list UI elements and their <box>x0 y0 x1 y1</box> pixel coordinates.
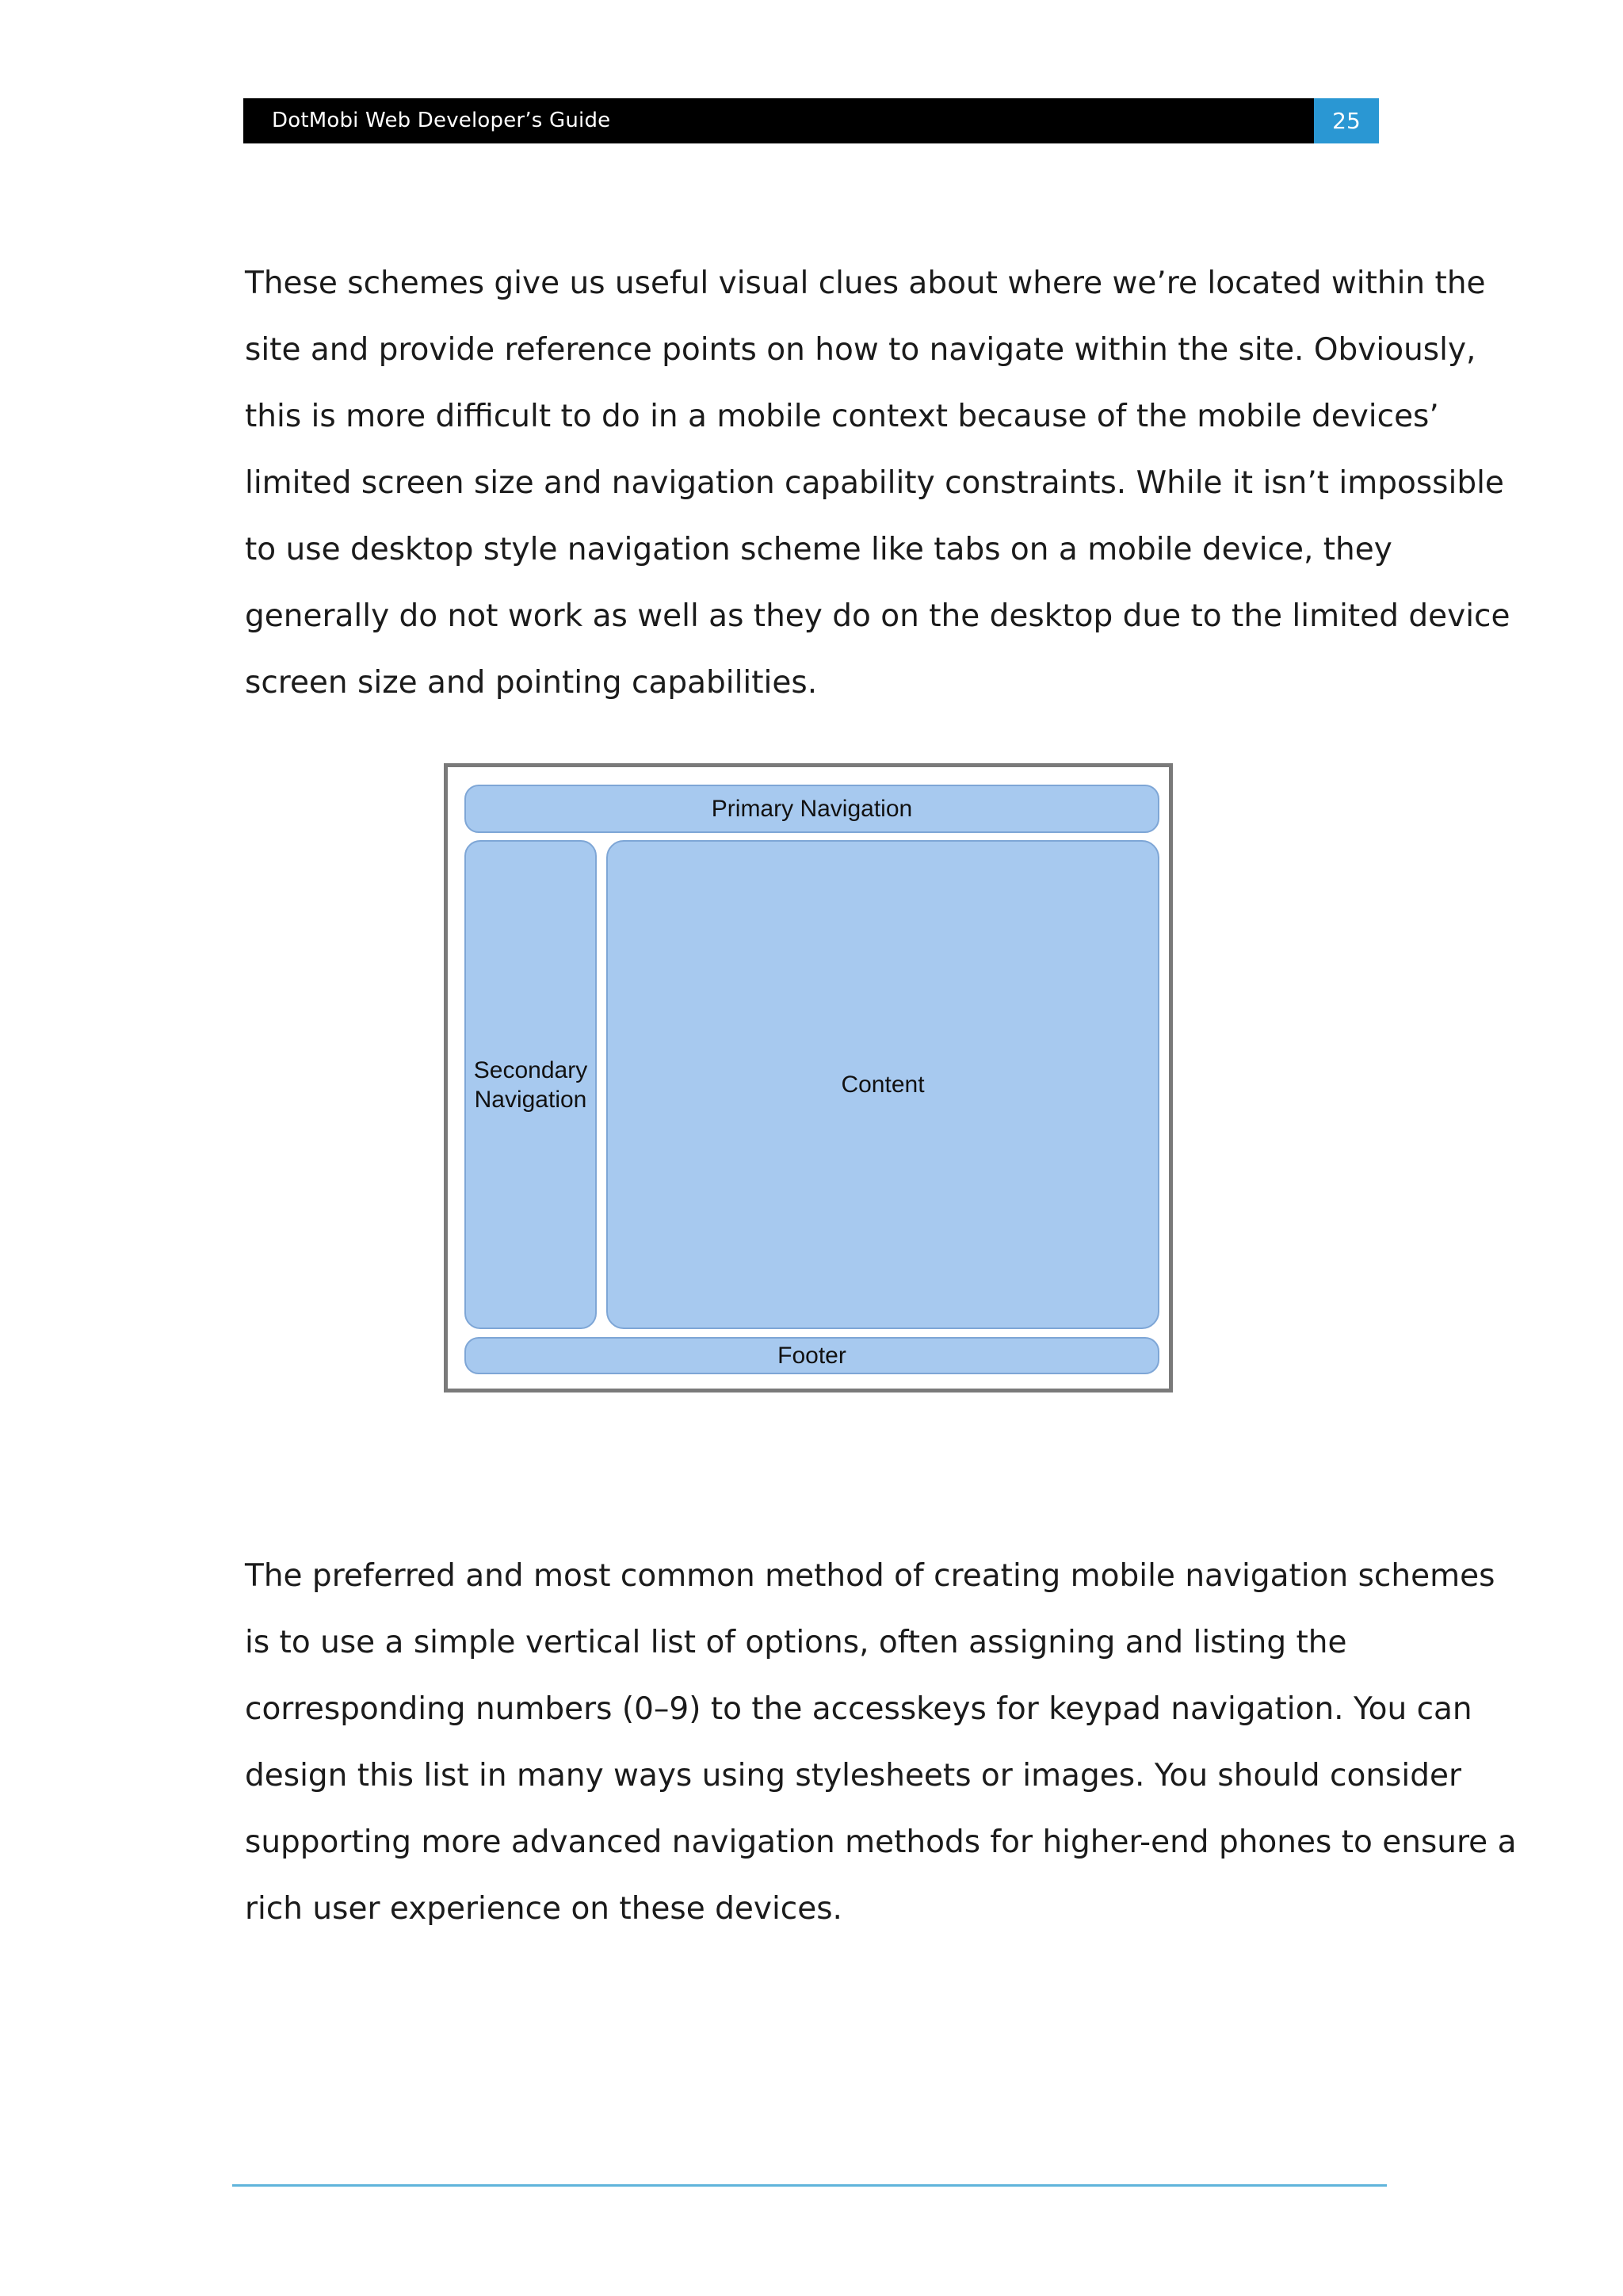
paragraph-line: is to use a simple vertical list of options, often assigning and listing the <box>245 1625 1347 1660</box>
paragraph-line: These schemes give us useful visual clues about where we’re located within the <box>245 266 1486 301</box>
paragraph-line: rich user experience on these devices. <box>245 1891 842 1927</box>
footer-label: Footer <box>777 1343 846 1369</box>
primary-navigation-region <box>464 785 1159 833</box>
secondary-navigation-label-line2: Navigation <box>474 1086 587 1113</box>
paragraph-line: supporting more advanced navigation methods for higher-end phones to ensure a <box>245 1824 1517 1860</box>
paragraph-line: to use desktop style navigation scheme like tabs on a mobile device, they <box>245 532 1392 567</box>
running-header <box>243 98 1379 143</box>
secondary-navigation-label-line1: Secondary <box>473 1056 588 1083</box>
paragraph-line: corresponding numbers (0–9) to the accesskeys for keypad navigation. You can <box>245 1691 1472 1727</box>
content-region <box>606 840 1159 1329</box>
paragraph-line: this is more difficult to do in a mobile context because of the mobile devices’ <box>245 399 1439 434</box>
paragraph-line: The preferred and most common method of creating mobile navigation schemes <box>245 1558 1495 1594</box>
body-paragraph-2 <box>245 1543 1517 1943</box>
primary-navigation-label: Primary Navigation <box>711 796 913 822</box>
paragraph-line: screen size and pointing capabilities. <box>245 665 818 701</box>
secondary-navigation-region <box>464 840 597 1329</box>
page-number: 25 <box>1314 98 1379 143</box>
header-title: DotMobi Web Developer’s Guide <box>272 109 611 132</box>
page-layout-diagram <box>444 763 1173 1392</box>
body-paragraph-1 <box>245 250 1510 716</box>
paragraph-line: design this list in many ways using stylesheets or images. You should consider <box>245 1758 1461 1794</box>
footer-divider <box>232 2184 1387 2187</box>
paragraph-line: site and provide reference points on how to navigate within the site. Obviously, <box>245 332 1476 368</box>
footer-region <box>464 1337 1159 1374</box>
paragraph-line: generally do not work as well as they do on the desktop due to the limited device <box>245 598 1510 634</box>
content-label: Content <box>841 1072 925 1098</box>
paragraph-line: limited screen size and navigation capability constraints. While it isn’t impossible <box>245 465 1504 501</box>
